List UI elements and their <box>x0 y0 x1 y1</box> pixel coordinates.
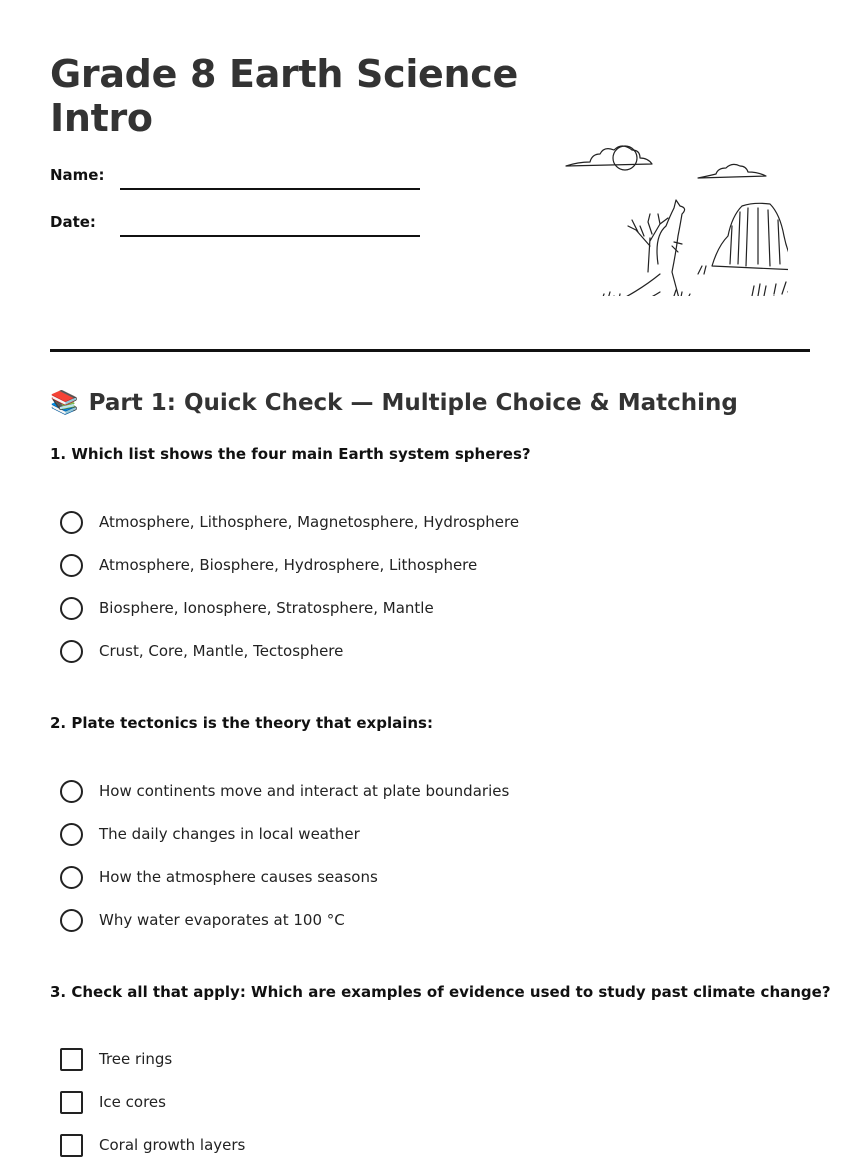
q2-option-4[interactable] <box>60 907 345 933</box>
option-label: Tree rings <box>99 1050 173 1068</box>
q3-option-2[interactable] <box>60 1089 166 1115</box>
q2-option-1[interactable] <box>60 778 509 804</box>
page-title: Grade 8 Earth Science Intro <box>50 52 518 140</box>
radio-button[interactable] <box>60 597 83 620</box>
checkbox[interactable] <box>60 1091 83 1114</box>
radio-button[interactable] <box>60 866 83 889</box>
question-2: 2. Plate tectonics is the theory that explains: <box>50 714 433 732</box>
option-label: Biosphere, Ionosphere, Stratosphere, Mantle <box>99 599 434 617</box>
name-field[interactable] <box>120 188 420 190</box>
radio-button[interactable] <box>60 511 83 534</box>
radio-button[interactable] <box>60 554 83 577</box>
q3-option-1[interactable] <box>60 1046 172 1072</box>
part1-heading <box>50 389 738 416</box>
option-label: Why water evaporates at 100 °C <box>99 911 345 929</box>
date-label: Date: <box>50 213 96 231</box>
option-label: How continents move and interact at plate boundaries <box>99 782 510 800</box>
radio-button[interactable] <box>60 823 83 846</box>
radio-button[interactable] <box>60 780 83 803</box>
part1-title: Part 1: Quick Check — Multiple Choice & Matching <box>88 389 738 416</box>
q3-option-3[interactable] <box>60 1132 245 1158</box>
option-label: How the atmosphere causes seasons <box>99 868 378 886</box>
q2-option-2[interactable] <box>60 821 360 847</box>
q1-option-4[interactable] <box>60 638 343 664</box>
q1-option-2[interactable] <box>60 552 477 578</box>
name-field-row <box>50 166 420 184</box>
option-label: Coral growth layers <box>99 1136 246 1154</box>
checkbox[interactable] <box>60 1048 83 1071</box>
q1-option-3[interactable] <box>60 595 434 621</box>
question-3: 3. Check all that apply: Which are examples of evidence used to study past climate change? <box>50 983 831 1001</box>
option-label: Atmosphere, Biosphere, Hydrosphere, Lithosphere <box>99 556 478 574</box>
q2-option-3[interactable] <box>60 864 378 890</box>
header-divider <box>50 349 810 352</box>
option-label: The daily changes in local weather <box>99 825 360 843</box>
option-label: Crust, Core, Mantle, Tectosphere <box>99 642 344 660</box>
radio-button[interactable] <box>60 909 83 932</box>
option-label: Ice cores <box>99 1093 166 1111</box>
option-label: Atmosphere, Lithosphere, Magnetosphere, Hydrosphere <box>99 513 520 531</box>
q1-option-1[interactable] <box>60 509 519 535</box>
worksheet-header <box>50 52 810 352</box>
date-field-row <box>50 213 420 231</box>
date-field[interactable] <box>120 235 420 237</box>
books-icon: 📚 <box>50 390 79 416</box>
question-1: 1. Which list shows the four main Earth system spheres? <box>50 445 531 463</box>
checkbox[interactable] <box>60 1134 83 1157</box>
radio-button[interactable] <box>60 640 83 663</box>
name-label: Name: <box>50 166 105 184</box>
outback-landscape-illustration <box>548 96 788 296</box>
